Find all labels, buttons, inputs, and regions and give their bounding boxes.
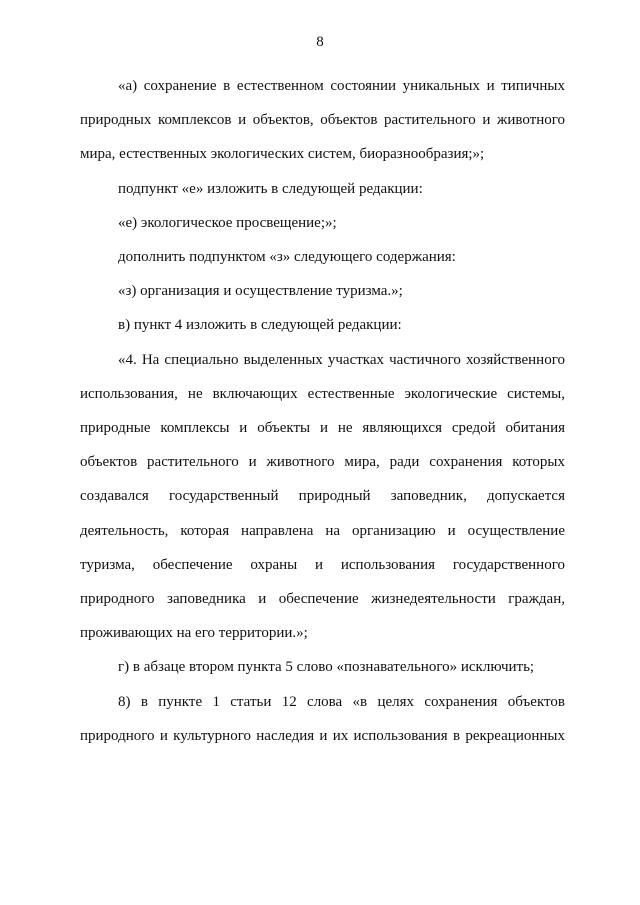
paragraph-point-4-instruction: в) пункт 4 изложить в следующей редакции: xyxy=(118,317,402,334)
paragraph-item-a: «а) сохранение в естественном состоянии уникальных и типичных природных комплексов и объектов, объектов растительного и животного мира, естественных экологических систем, биоразнообразия;»; xyxy=(80,78,565,163)
page-number: 8 xyxy=(316,34,324,50)
paragraph-subitem-e-instruction: подпункт «е» изложить в следующей редакции: xyxy=(118,180,423,197)
paragraph-item-g: г) в абзаце втором пункта 5 слово «познавательного» исключить; xyxy=(118,659,535,676)
paragraph-item-z: «з) организация и осуществление туризма.»; xyxy=(118,283,403,300)
paragraph-point-4-text: «4. На специально выделенных участках частичного хозяйственного использования, не включающих естественные экологические системы, природные комплексы и объекты и не являющихся средой обитания объектов растительного и животного мира, ради сохранения которых создавался государственный природный заповедник, допускается деятельность, которая направлена на организацию и осуществление туризма, обеспечение охраны и использования государственного природного заповедника и обеспечение жизнедеятельности граждан, проживающих на его территории.»; xyxy=(80,351,565,642)
paragraph-item-8: 8) в пункте 1 статьи 12 слова «в целях сохранения объектов природного и культурного наследия и их использования в рекреационных xyxy=(80,693,565,744)
paragraph-item-e: «е) экологическое просвещение;»; xyxy=(118,214,337,231)
document-body xyxy=(80,69,565,753)
paragraph-subitem-z-instruction: дополнить подпунктом «з» следующего содержания: xyxy=(118,249,456,266)
